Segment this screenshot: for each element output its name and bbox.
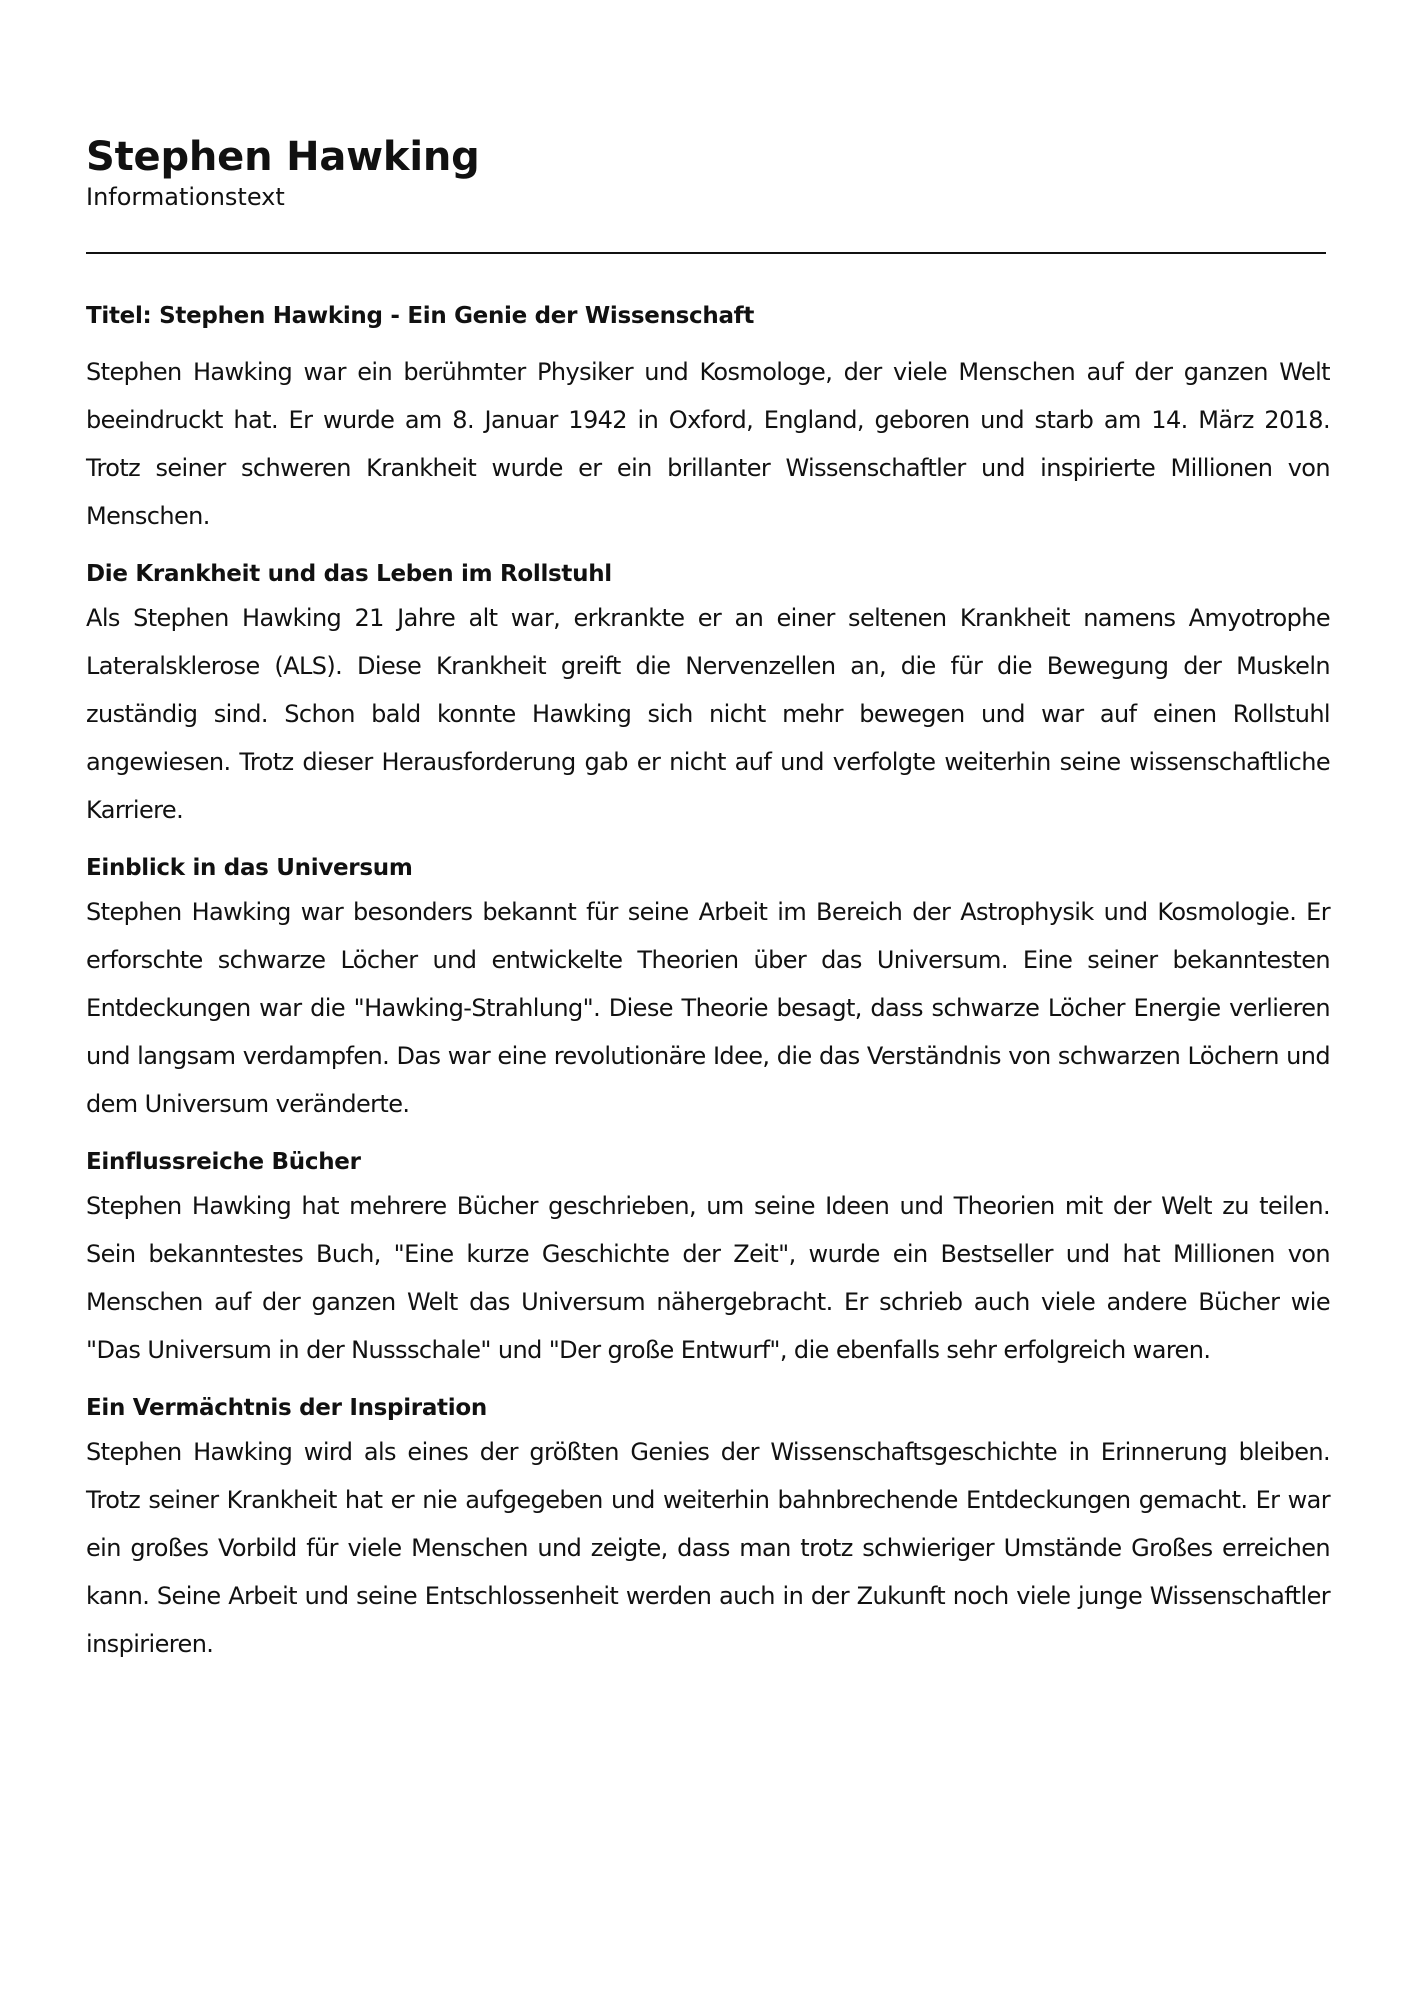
header-divider xyxy=(86,252,1326,254)
section-heading: Die Krankheit und das Leben im Rollstuhl xyxy=(86,560,612,587)
section-universe xyxy=(86,848,1330,1128)
document-title: Stephen Hawking xyxy=(86,134,480,180)
intro-paragraph: Stephen Hawking war ein berühmter Physiker und Kosmologe, der viele Menschen auf der ganzen Welt beeindruckt hat. Er wurde am 8. Januar 1942 in Oxford, England, geboren und starb am 14. März 2018. Trotz seiner schweren Krankheit wurde er ein brillanter Wissenschaftler und inspirierte Millionen von Menschen. xyxy=(86,357,1330,530)
section-illness xyxy=(86,554,1330,834)
article-title: Titel: Stephen Hawking - Ein Genie der Wissenschaft xyxy=(86,302,755,329)
section-paragraph: Stephen Hawking hat mehrere Bücher geschrieben, um seine Ideen und Theorien mit der Welt zu teilen. Sein bekanntestes Buch, "Eine kurze Geschichte der Zeit", wurde ein Bestseller und hat Millionen von Menschen auf der ganzen Welt das Universum nähergebracht. Er schrieb auch viele andere Bücher wie "Das Universum in der Nussschale" und "Der große Entwurf", die ebenfalls sehr erfolgreich waren. xyxy=(86,1191,1330,1364)
section-paragraph: Stephen Hawking war besonders bekannt für seine Arbeit im Bereich der Astrophysik und Kosmologie. Er erforschte schwarze Löcher und entwickelte Theorien über das Universum. Eine seiner bekanntesten Entdeckungen war die "Hawking-Strahlung". Diese Theorie besagt, dass schwarze Löcher Energie verlieren und langsam verdampfen. Das war eine revolutionäre Idee, die das Verständnis von schwarzen Löchern und dem Universum veränderte. xyxy=(86,897,1330,1118)
section-paragraph: Stephen Hawking wird als eines der größten Genies der Wissenschaftsgeschichte in Erinnerung bleiben. Trotz seiner Krankheit hat er nie aufgegeben und weiterhin bahnbrechende Entdeckungen gemacht. Er war ein großes Vorbild für viele Menschen und zeigte, dass man trotz schwieriger Umstände Großes erreichen kann. Seine Arbeit und seine Entschlossenheit werden auch in der Zukunft noch viele junge Wissenschaftler inspirieren. xyxy=(86,1437,1330,1658)
document-page xyxy=(86,135,1330,1668)
section-heading: Einflussreiche Bücher xyxy=(86,1148,361,1175)
section-paragraph: Als Stephen Hawking 21 Jahre alt war, erkrankte er an einer seltenen Krankheit namens Amyotrophe Lateralsklerose (ALS). Diese Krankheit greift die Nervenzellen an, die für die Bewegung der Muskeln zuständig sind. Schon bald konnte Hawking sich nicht mehr bewegen und war auf einen Rollstuhl angewiesen. Trotz dieser Herausforderung gab er nicht auf und verfolgte weiterhin seine wissenschaftliche Karriere. xyxy=(86,603,1330,824)
section-heading: Einblick in das Universum xyxy=(86,854,413,881)
section-books xyxy=(86,1142,1330,1374)
section-heading: Ein Vermächtnis der Inspiration xyxy=(86,1394,487,1421)
document-subtitle: Informationstext xyxy=(86,183,285,211)
section-legacy xyxy=(86,1388,1330,1668)
